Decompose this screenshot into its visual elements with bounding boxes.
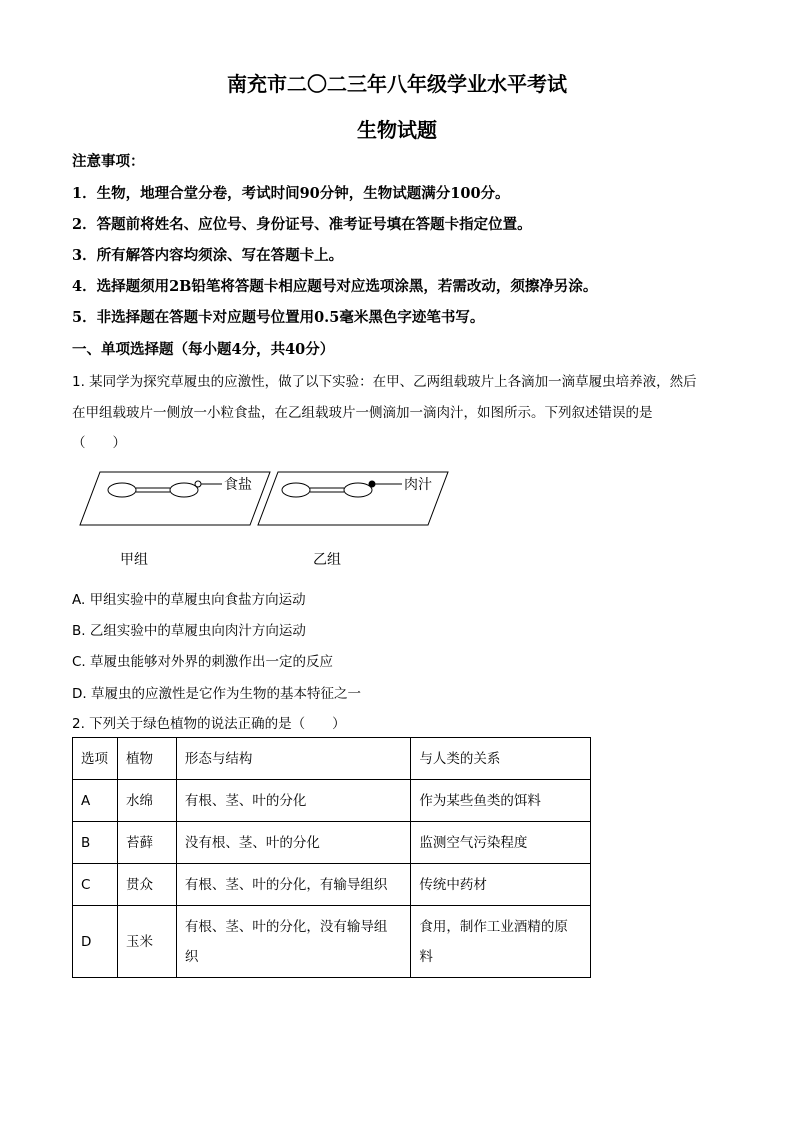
plant-comparison-table <box>72 737 591 978</box>
table-cell: 有根、茎、叶的分化，没有输导组 织 <box>176 906 410 978</box>
question-stem-line: 在甲组载玻片一侧放一小粒食盐，在乙组载玻片一侧滴加一滴肉汁，如图所示。下列叙述错误的是 <box>72 405 653 421</box>
table-row <box>73 906 591 978</box>
answer-blank: （ ） <box>72 435 126 451</box>
table-cell: 食用，制作工业酒精的原 料 <box>411 906 591 978</box>
option-d: D. 草履虫的应激性是它作为生物的基本特征之一 <box>72 686 361 702</box>
table-cell: 没有根、茎、叶的分化 <box>176 822 410 864</box>
group-b-label: 乙组 <box>313 552 341 568</box>
table-row <box>73 864 591 906</box>
option-b: B. 乙组实验中的草履虫向肉汁方向运动 <box>72 623 306 639</box>
table-cell: 有根、茎、叶的分化 <box>176 780 410 822</box>
section-heading: 一、单项选择题（每小题4分，共40分） <box>72 341 335 358</box>
culture-drop <box>170 483 198 497</box>
option-a: A. 甲组实验中的草履虫向食盐方向运动 <box>72 592 306 608</box>
culture-drop <box>344 483 372 497</box>
meat-juice-drop <box>369 481 375 487</box>
exam-title: 南充市二〇二三年八年级学业水平考试 <box>227 72 567 96</box>
culture-drop <box>282 483 310 497</box>
table-cell: 贯众 <box>117 864 176 906</box>
table-cell: C <box>73 864 118 906</box>
notice-heading: 注意事项： <box>72 153 145 170</box>
table-cell: A <box>73 780 118 822</box>
table-row <box>73 780 591 822</box>
question-stem-line: 2. 下列关于绿色植物的说法正确的是（ ） <box>72 716 346 732</box>
table-cell: B <box>73 822 118 864</box>
salt-label: 食盐 <box>224 477 252 493</box>
group-a-label: 甲组 <box>120 552 148 568</box>
table-row <box>73 822 591 864</box>
culture-drop <box>108 483 136 497</box>
paramecium-experiment-figure <box>70 462 450 572</box>
salt-grain <box>195 481 201 487</box>
table-cell: 苔藓 <box>117 822 176 864</box>
table-cell: 玉米 <box>117 906 176 978</box>
table-header-cell: 与人类的关系 <box>411 738 591 780</box>
table-header-cell: 植物 <box>117 738 176 780</box>
table-cell: 水绵 <box>117 780 176 822</box>
question-stem-line: 1. 某同学为探究草履虫的应激性，做了以下实验：在甲、乙两组载玻片上各滴加一滴草履虫培养液，然后 <box>72 374 697 390</box>
table-cell: 传统中药材 <box>411 864 591 906</box>
notice-item: 4．选择题须用2B铅笔将答题卡相应题号对应选项涂黑，若需改动，须擦净另涂。 <box>72 278 598 295</box>
notice-item: 5．非选择题在答题卡对应题号位置用0.5毫米黑色字迹笔书写。 <box>72 309 485 326</box>
table-cell: D <box>73 906 118 978</box>
notice-item: 2．答题前将姓名、应位号、身份证号、准考证号填在答题卡指定位置。 <box>72 216 532 233</box>
table-cell: 监测空气污染程度 <box>411 822 591 864</box>
notice-item: 3．所有解答内容均须涂、写在答题卡上。 <box>72 247 344 264</box>
option-c: C. 草履虫能够对外界的刺激作出一定的反应 <box>72 654 334 670</box>
notice-item: 1．生物，地理合堂分卷，考试时间90分钟，生物试题满分100分。 <box>72 185 510 202</box>
table-cell: 作为某些鱼类的饵料 <box>411 780 591 822</box>
table-header-cell: 选项 <box>73 738 118 780</box>
table-header-cell: 形态与结构 <box>176 738 410 780</box>
table-header-row <box>73 738 591 780</box>
meat-juice-label: 肉汁 <box>404 477 432 493</box>
table-cell: 有根、茎、叶的分化，有输导组织 <box>176 864 410 906</box>
exam-subtitle: 生物试题 <box>357 118 437 142</box>
